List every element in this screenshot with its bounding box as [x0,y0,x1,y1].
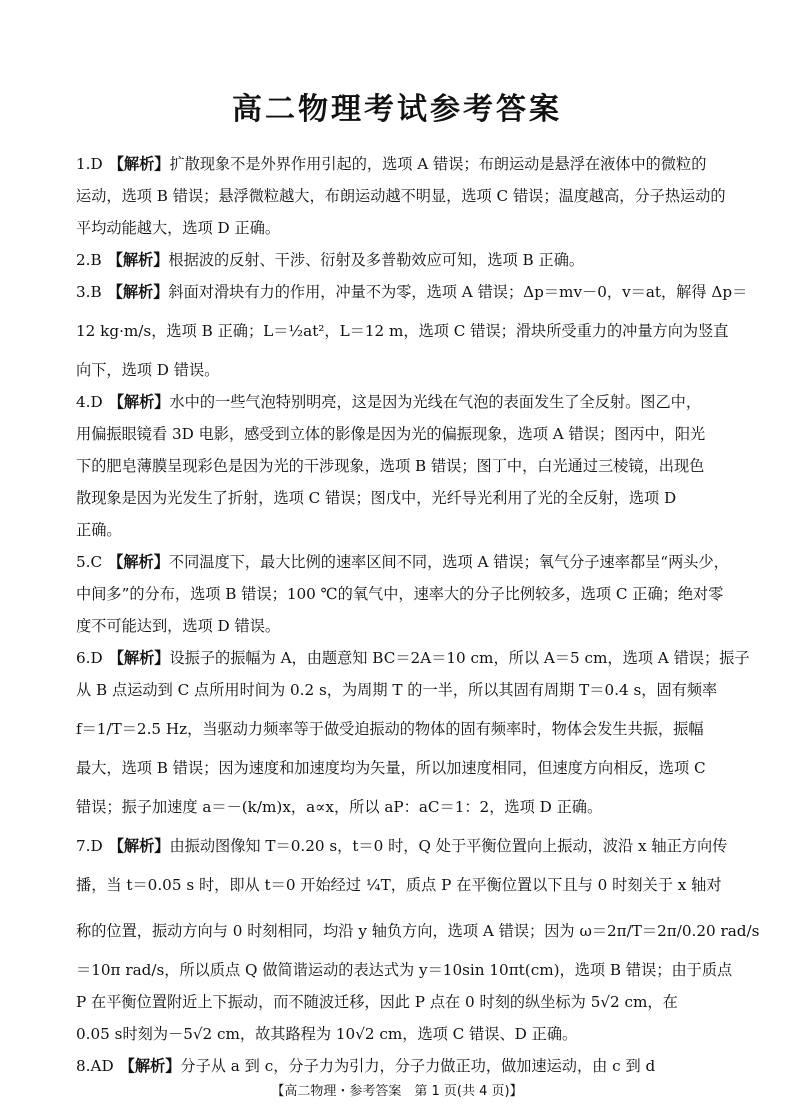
analysis-text: 用偏振眼镜看 3D 电影，感受到立体的影像是因为光的偏振现象，选项 A 错误；图丙中，阳光 [76,425,706,443]
analysis-text: 平均动能越大，选项 D 正确。 [76,219,281,237]
answer-line [76,450,724,482]
analysis-text: P 在平衡位置附近上下振动，而不随波迁移，因此 P 点在 0 时刻的纵坐标为 5√2 cm，在 [76,993,678,1011]
analysis-text: 0.05 s时刻为－5√2 cm，故其路程为 10√2 cm，选项 C 错误、D 正确。 [76,1025,578,1043]
question-number: 5. [76,553,91,571]
analysis-text: ＝10π rad/s，所以质点 Q 做简谐运动的表达式为 y＝10sin 10πt(cm)，选项 B 错误；由于质点 [76,961,733,979]
answer-item [76,546,729,642]
page-title: 高二物理考试参考答案 [232,92,562,127]
analysis-tag: 【解析】 [119,1057,181,1075]
answer-item [76,244,724,276]
analysis-text: 12 kg·m/s，选项 B 正确；L＝½at²，L＝12 m，选项 C 错误；滑块所受重力的冲量方向为竖直 [76,322,729,340]
answer-line [76,244,724,276]
answer-line [76,784,724,830]
answer-line [76,752,724,784]
answer-line [76,354,724,386]
answer-choice: D [90,837,103,855]
answer-line [76,706,724,752]
analysis-tag: 【解析】 [108,393,170,411]
analysis-text: 扩散现象不是外界作用引起的，选项 A 错误；布朗运动是悬浮在液体中的微粒的 [169,155,707,173]
answer-line [76,418,724,450]
analysis-tag: 【解析】 [107,283,169,301]
answer-line [76,610,724,642]
question-number: 8. [76,1057,91,1075]
answer-item [76,148,724,244]
answer-line [76,986,724,1018]
question-number: 7. [76,837,91,855]
answer-line [76,386,724,418]
analysis-text: 运动，选项 B 错误；悬浮微粒越大，布朗运动越不明显，选项 C 错误；温度越高，分子热运动的 [76,187,726,205]
analysis-tag: 【解析】 [107,251,169,269]
analysis-text: 最大，选项 B 错误；因为速度和加速度均为矢量，所以加速度相同，但速度方向相反，选项 C [76,759,706,777]
answer-item [76,830,760,1050]
analysis-text: 错误；振子加速度 a＝－(k/m)x，a∝x，所以 aP：aC＝1：2，选项 D 正确。 [76,798,603,816]
analysis-text: 设振子的振幅为 A，由题意知 BC＝2A＝10 cm，所以 A＝5 cm，选项 A 错误；振子 [169,649,750,667]
answer-line [76,642,750,674]
answer-line [76,276,748,308]
answer-choice: D [90,393,103,411]
answer-item [76,642,750,830]
analysis-text: 向下，选项 D 错误。 [76,361,220,379]
answer-item [76,1050,724,1082]
answer-line [76,308,729,354]
answer-line [76,908,760,954]
analysis-text: 称的位置，振动方向与 0 时刻相同，均沿 y 轴负方向，选项 A 错误；因为 ω＝2π/T＝2π/0.20 rad/s [76,922,760,940]
analysis-text: f＝1/T＝2.5 Hz，当驱动力频率等于做受迫振动的物体的固有频率时，物体会发生共振，振幅 [76,720,704,738]
answer-choice: B [90,251,102,269]
analysis-text: 中间多”的分布，选项 B 错误；100 ℃的氧气中，速率大的分子比例较多，选项 C 正确；绝对零 [76,585,724,603]
question-number: 1. [76,155,91,173]
analysis-tag: 【解析】 [108,649,170,667]
answer-item [76,386,724,546]
analysis-tag: 【解析】 [108,553,169,571]
answer-line [76,514,724,546]
analysis-text: 下的肥皂薄膜呈现彩色是因为光的干涉现象，选项 B 错误；图丁中，白光通过三棱镜，出现色 [76,457,705,475]
question-number: 2. [76,251,91,269]
answer-line [76,954,733,986]
answer-line [76,674,724,706]
answer-line [76,148,724,180]
analysis-text: 分子从 a 到 c，分子力为引力，分子力做正功，做加速运动，由 c 到 d [180,1057,656,1075]
answer-choice: D [90,649,103,667]
analysis-text: 播，当 t＝0.05 s 时，即从 t＝0 开始经过 ¼T，质点 P 在平衡位置以下且与 0 时刻关于 x 轴对 [76,876,722,894]
answer-line [76,212,724,244]
answer-choice: B [90,283,102,301]
answer-line [76,1050,724,1082]
analysis-text: 从 B 点运动到 C 点所用时间为 0.2 s，为周期 T 的一半，所以其固有周期 T＝0.4 s，固有频率 [76,681,718,699]
answer-item [76,276,748,386]
analysis-text: 斜面对滑块有力的作用，冲量不为零，选项 A 错误；Δp＝mv－0，v＝at，解得 Δp＝ [168,283,748,301]
question-number: 4. [76,393,91,411]
answer-list [76,148,760,1082]
answer-line [76,546,729,578]
analysis-text: 不同温度下，最大比例的速率区间不同，选项 A 错误；氧气分子速率都呈“两头少， [168,553,729,571]
analysis-text: 由振动图像知 T＝0.20 s，t＝0 时，Q 处于平衡位置向上振动，波沿 x 轴正方向传 [169,837,728,855]
answer-line [76,1018,724,1050]
answer-line [76,482,724,514]
page-footer: 【高二物理・参考答案 第 1 页(共 4 页)】 [271,1084,523,1099]
analysis-text: 根据波的反射、干涉、衍射及多普勒效应可知，选项 B 正确。 [168,251,585,269]
analysis-tag: 【解析】 [108,837,170,855]
analysis-text: 正确。 [76,521,122,539]
answer-choice: C [90,553,103,571]
answer-line [76,830,728,862]
analysis-tag: 【解析】 [108,155,170,173]
analysis-text: 水中的一些气泡特别明亮，这是因为光线在气泡的表面发生了全反射。图乙中， [169,393,701,411]
answer-line [76,862,724,908]
question-number: 6. [76,649,91,667]
analysis-text: 散现象是因为光发生了折射，选项 C 错误；图戊中，光纤导光利用了光的全反射，选项 D [76,489,677,507]
answer-choice: AD [90,1057,114,1075]
question-number: 3. [76,283,91,301]
answer-line [76,180,724,212]
answer-choice: D [90,155,103,173]
answer-line [76,578,724,610]
analysis-text: 度不可能达到，选项 D 错误。 [76,617,281,635]
